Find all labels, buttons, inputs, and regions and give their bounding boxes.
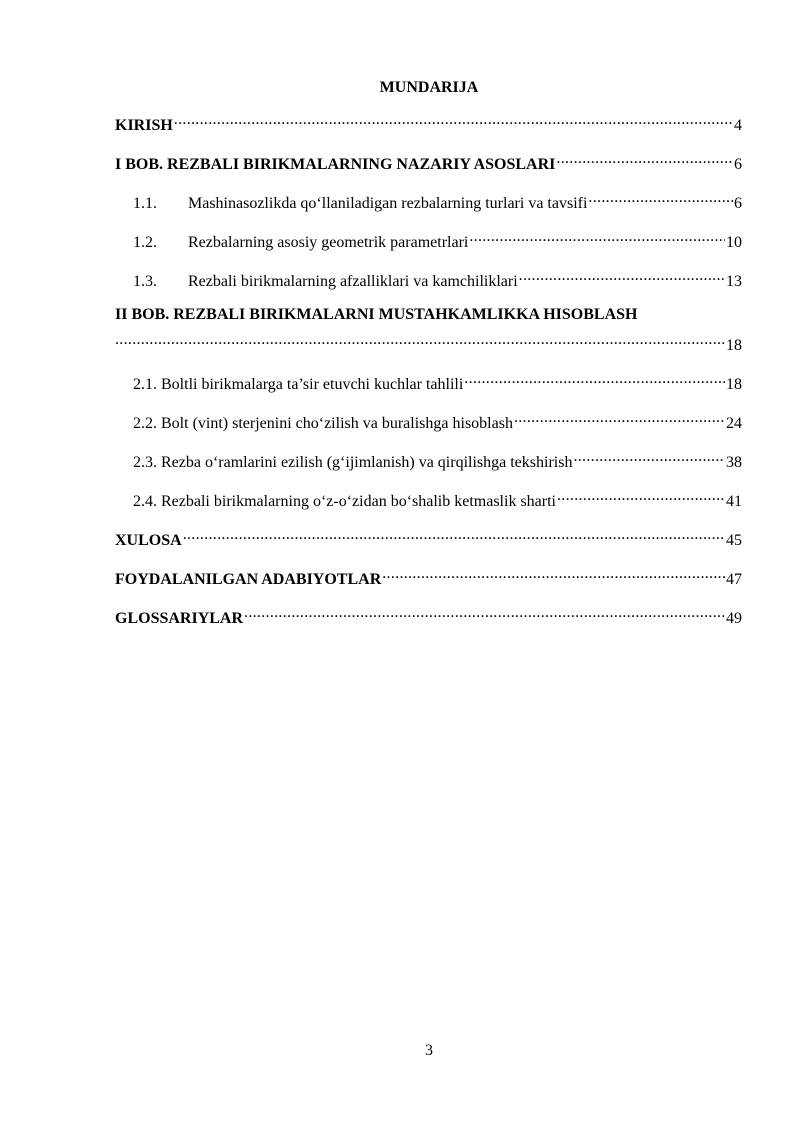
toc-entry-section-1-1[interactable] [115, 188, 742, 227]
toc-leader-dots [556, 149, 733, 169]
toc-entry-label: FOYDALANILGAN ADABIYOTLAR [115, 571, 382, 588]
toc-entry-glossariylar[interactable] [115, 603, 742, 642]
toc-entry-number: 1.1. [133, 195, 157, 212]
toc-leader-dots [244, 603, 725, 623]
toc-leader-dots [573, 447, 725, 467]
toc-entry-label: 2.1. Boltli birikmalarga ta’sir etuvchi kuchlar tahlili [133, 376, 464, 393]
toc-entry-page: 38 [726, 454, 742, 471]
toc-title: MUNDARIJA [379, 79, 479, 96]
toc-entry-page: 18 [726, 337, 742, 354]
toc-entry-number: 1.3. [133, 273, 157, 290]
toc-entry-label: Rezbali birikmalarning afzalliklari va kamchiliklari [188, 273, 518, 290]
toc-entry-page: 47 [726, 571, 742, 588]
toc-entry-page: 45 [726, 532, 742, 549]
toc-entry-page: 41 [726, 493, 742, 510]
toc-leader-dots [519, 266, 725, 286]
toc-entry-page: 10 [726, 234, 742, 251]
toc-entry-label: XULOSA [115, 532, 182, 549]
toc-entry-label: 2.4. Rezbali birikmalarning o‘z-o‘zidan bo‘shalib ketmaslik sharti [133, 493, 556, 510]
toc-entry-adabiyotlar[interactable] [115, 564, 742, 603]
toc-entry-page: 49 [726, 610, 742, 627]
toc-leader-dots [115, 330, 725, 350]
toc-leader-dots [382, 564, 725, 584]
toc-entry-xulosa[interactable] [115, 525, 742, 564]
toc-leader-dots [174, 110, 733, 130]
toc-entry-section-1-2[interactable] [115, 227, 742, 266]
toc-leader-dots [514, 408, 725, 428]
page-number: 3 [425, 1042, 433, 1059]
toc-entry-number: 1.2. [133, 234, 157, 251]
toc-entry-label: GLOSSARIYLAR [115, 610, 244, 627]
toc-entry-kirish[interactable] [115, 110, 742, 149]
toc-entry-chapter-2-leader[interactable] [115, 330, 742, 369]
toc-entry-label: KIRISH [115, 117, 173, 134]
toc-entry-chapter-1[interactable] [115, 149, 742, 188]
toc-entry-label: II BOB. REZBALI BIRIKMALARNI MUSTAHKAMLIKKA HISOBLASH [115, 306, 638, 323]
toc-leader-dots [464, 369, 725, 389]
toc-entry-page: 24 [726, 415, 742, 432]
toc-entry-label: I BOB. REZBALI BIRIKMALARNING NAZARIY ASOSLARI [115, 156, 556, 173]
toc-entry-page: 18 [726, 376, 742, 393]
toc-entry-section-2-2[interactable] [115, 408, 742, 447]
toc-entry-section-1-3[interactable] [115, 266, 742, 305]
toc-entry-chapter-2[interactable] [115, 305, 742, 330]
toc-entry-section-2-3[interactable] [115, 447, 742, 486]
table-of-contents [115, 110, 742, 642]
toc-leader-dots [469, 227, 725, 247]
toc-entry-page: 13 [726, 273, 742, 290]
toc-entry-section-2-1[interactable] [115, 369, 742, 408]
toc-entry-label: Rezbalarning asosiy geometrik parametrlari [188, 234, 469, 251]
toc-leader-dots [183, 525, 725, 545]
toc-entry-label: 2.3. Rezba o‘ramlarini ezilish (g‘ijimlanish) va qirqilishga tekshirish [133, 454, 573, 471]
toc-entry-section-2-4[interactable] [115, 486, 742, 525]
toc-entry-page: 6 [734, 195, 742, 212]
toc-entry-label: Mashinasozlikda qo‘llaniladigan rezbalarning turlari va tavsifi [188, 195, 588, 212]
toc-leader-dots [557, 486, 725, 506]
toc-entry-page: 6 [734, 156, 742, 173]
toc-entry-page: 4 [734, 117, 742, 134]
toc-leader-dots [588, 188, 733, 208]
toc-entry-label: 2.2. Bolt (vint) sterjenini cho‘zilish va buralishga hisoblash [133, 415, 513, 432]
